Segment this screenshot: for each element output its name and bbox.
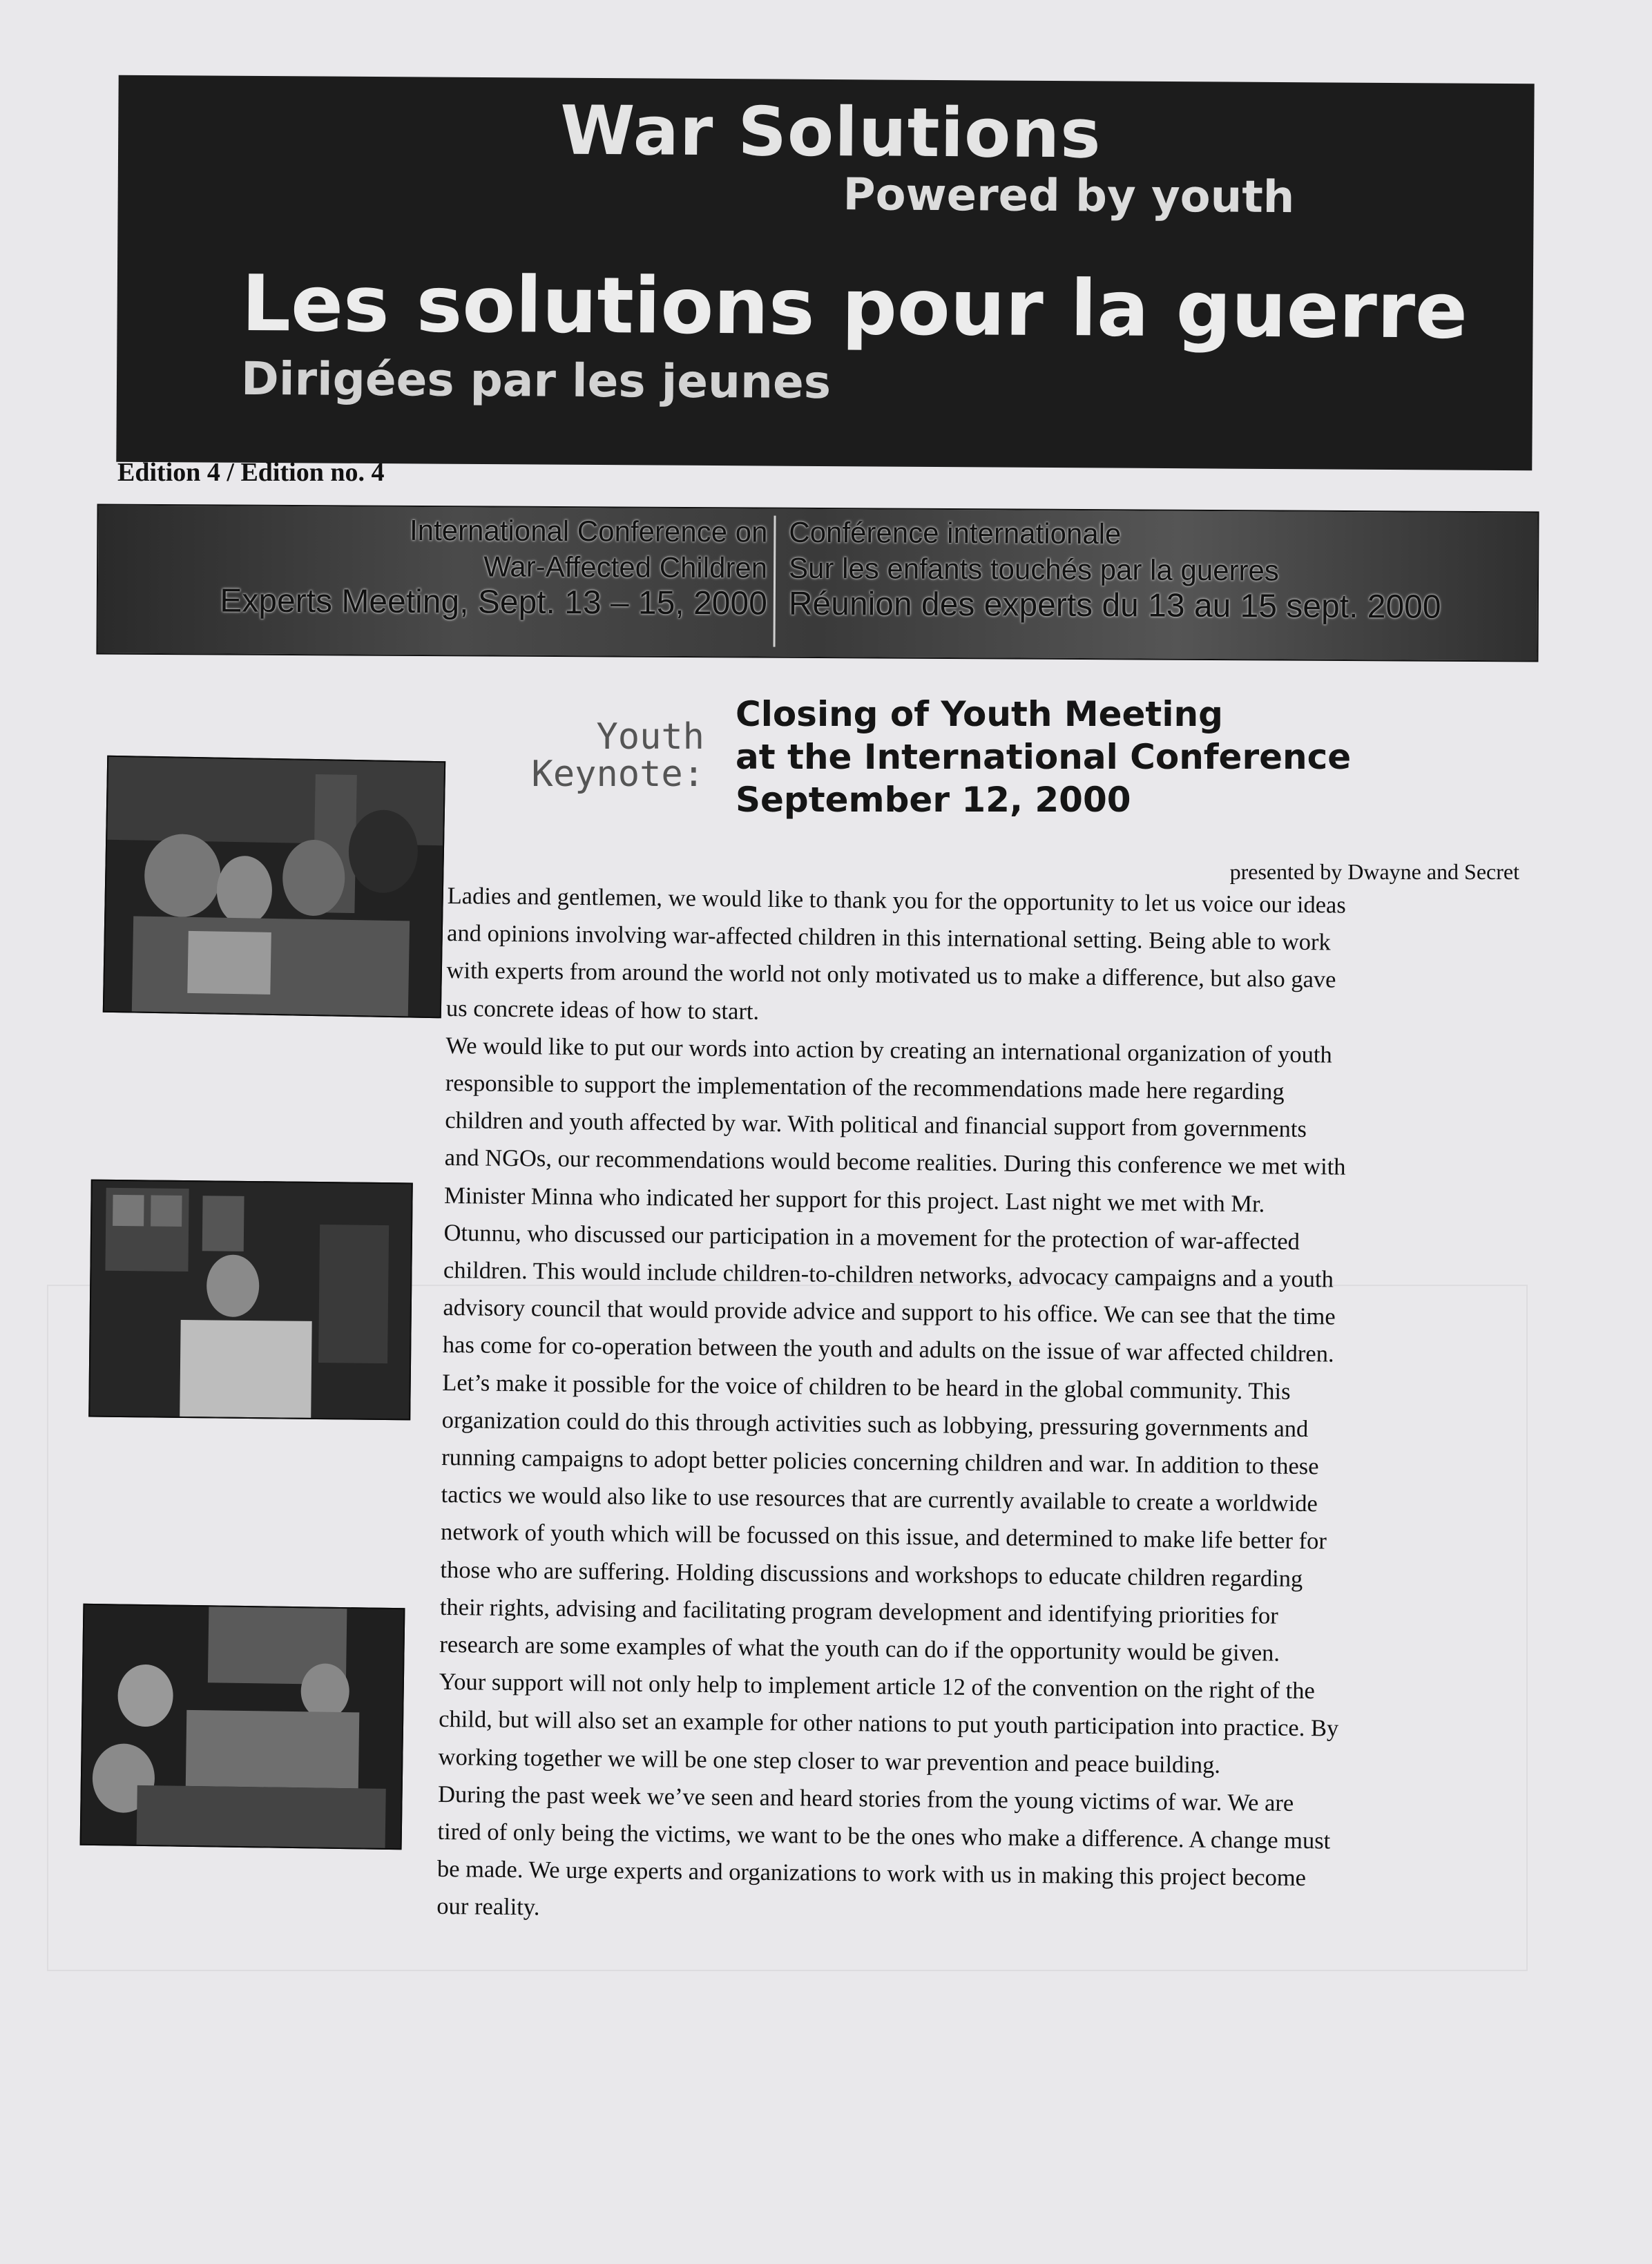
keynote-label-line-2: Keynote:	[531, 754, 704, 795]
masthead-title: War Solutions	[559, 91, 1102, 174]
body-line: Otunnu, who discussed our participation in a movement for the protection of war-affected	[443, 1219, 1300, 1255]
keynote-label-line-1: Youth	[596, 716, 704, 758]
banner-fr-line-2: Sur les enfants touchés par la guerres	[788, 551, 1279, 587]
body-line: responsible to support the implementation of the recommendations made here regarding	[445, 1070, 1285, 1105]
body-line: children and youth affected by war. With political and financial support from governments	[445, 1107, 1307, 1143]
body-line: Let’s make it possible for the voice of children to be heard in the global community. This	[442, 1369, 1291, 1405]
body-line: advisory council that would provide advice and support to his office. We can see that the time	[443, 1294, 1336, 1330]
body-line: tactics we would also like to use resources that are currently available to create a worldwide	[441, 1481, 1318, 1517]
body-line: tired of only being the victims, we want to be the ones who make a difference. A change must	[437, 1819, 1331, 1854]
edition-label: Edition 4 / Edition no. 4	[117, 458, 385, 487]
headline-line-2: at the International Conference	[736, 737, 1352, 777]
body-line: children. This would include children-to-children networks, advocacy campaigns and a youth	[443, 1257, 1334, 1293]
photo-youth-group-1	[103, 756, 445, 1018]
banner-divider	[774, 516, 776, 647]
body-line: During the past week we’ve seen and heard stories from the young victims of war. We are	[437, 1781, 1294, 1816]
keynote-label	[497, 718, 704, 793]
masthead-subtitle: Powered by youth	[843, 169, 1295, 224]
banner-fr-line-1: Conférence internationale	[789, 515, 1122, 550]
body-line: and NGOs, our recommendations would become realities. During this conference we met with	[444, 1144, 1346, 1181]
headline-line-1: Closing of Youth Meeting	[736, 694, 1223, 734]
body-line: Minister Minna who indicated her support for this project. Last night we met with Mr.	[443, 1182, 1265, 1218]
body-line: We would like to put our words into action by creating an international organization of youth	[445, 1032, 1332, 1068]
body-line: working together we will be one step closer to war prevention and peace building.	[438, 1743, 1221, 1778]
body-line: our reality.	[436, 1893, 540, 1921]
body-line: running campaigns to adopt better policies concerning children and war. In addition to these	[441, 1444, 1319, 1480]
body-line: child, but will also set an example for other nations to put youth participation into practice. By	[439, 1706, 1339, 1743]
body-line: their rights, advising and facilitating program development and identifying priorities for	[439, 1593, 1278, 1629]
body-line: Your support will not only help to implement article 12 of the convention on the right of the	[439, 1669, 1315, 1705]
masthead-title-fr: Les solutions pour la guerre	[241, 258, 1468, 356]
article-headline	[736, 693, 1351, 821]
body-line: those who are suffering. Holding discussions and workshops to educate children regarding	[440, 1556, 1303, 1592]
body-line: has come for co-operation between the youth and adults on the issue of war affected children.	[442, 1332, 1334, 1368]
byline: presented by Dwayne and Secret	[1229, 859, 1519, 884]
body-line: with experts from around the world not only motivated us to make a difference, but also gave	[446, 957, 1336, 993]
photo-3-image	[81, 1605, 404, 1848]
photo-youth-speaker	[88, 1180, 413, 1421]
banner-en-line-1: International Conference on	[409, 513, 768, 548]
banner-en-line-3: Experts Meeting, Sept. 13 – 15, 2000	[220, 582, 767, 622]
body-line: and opinions involving war-affected children in this international setting. Being able to work	[446, 920, 1331, 956]
banner-en-line-2: War-Affected Children	[483, 550, 768, 584]
banner-french	[789, 515, 1442, 626]
masthead	[116, 75, 1534, 471]
body-line: research are some examples of what the youth can do if the opportunity would be given.	[439, 1631, 1280, 1667]
masthead-subtitle-fr: Dirigées par les jeunes	[240, 352, 832, 410]
body-line: organization could do this through activities such as lobbying, pressuring governments and	[441, 1406, 1309, 1442]
banner-english	[220, 511, 767, 622]
body-line: network of youth which will be focussed on this issue, and determined to make life better for	[440, 1519, 1327, 1555]
body-line: be made. We urge experts and organizations to work with us in making this project become	[436, 1856, 1307, 1892]
headline-line-3: September 12, 2000	[736, 780, 1131, 820]
photo-1-image	[104, 757, 444, 1017]
photo-youth-group-2	[80, 1604, 405, 1850]
photo-2-image	[90, 1181, 412, 1419]
body-line: us concrete ideas of how to start.	[445, 995, 760, 1025]
conference-banner	[96, 504, 1539, 662]
article-body	[436, 877, 1511, 1937]
banner-fr-line-3: Réunion des experts du 13 au 15 sept. 2000	[788, 585, 1441, 626]
body-line: Ladies and gentlemen, we would like to thank you for the opportunity to let us voice our ideas	[447, 882, 1346, 919]
